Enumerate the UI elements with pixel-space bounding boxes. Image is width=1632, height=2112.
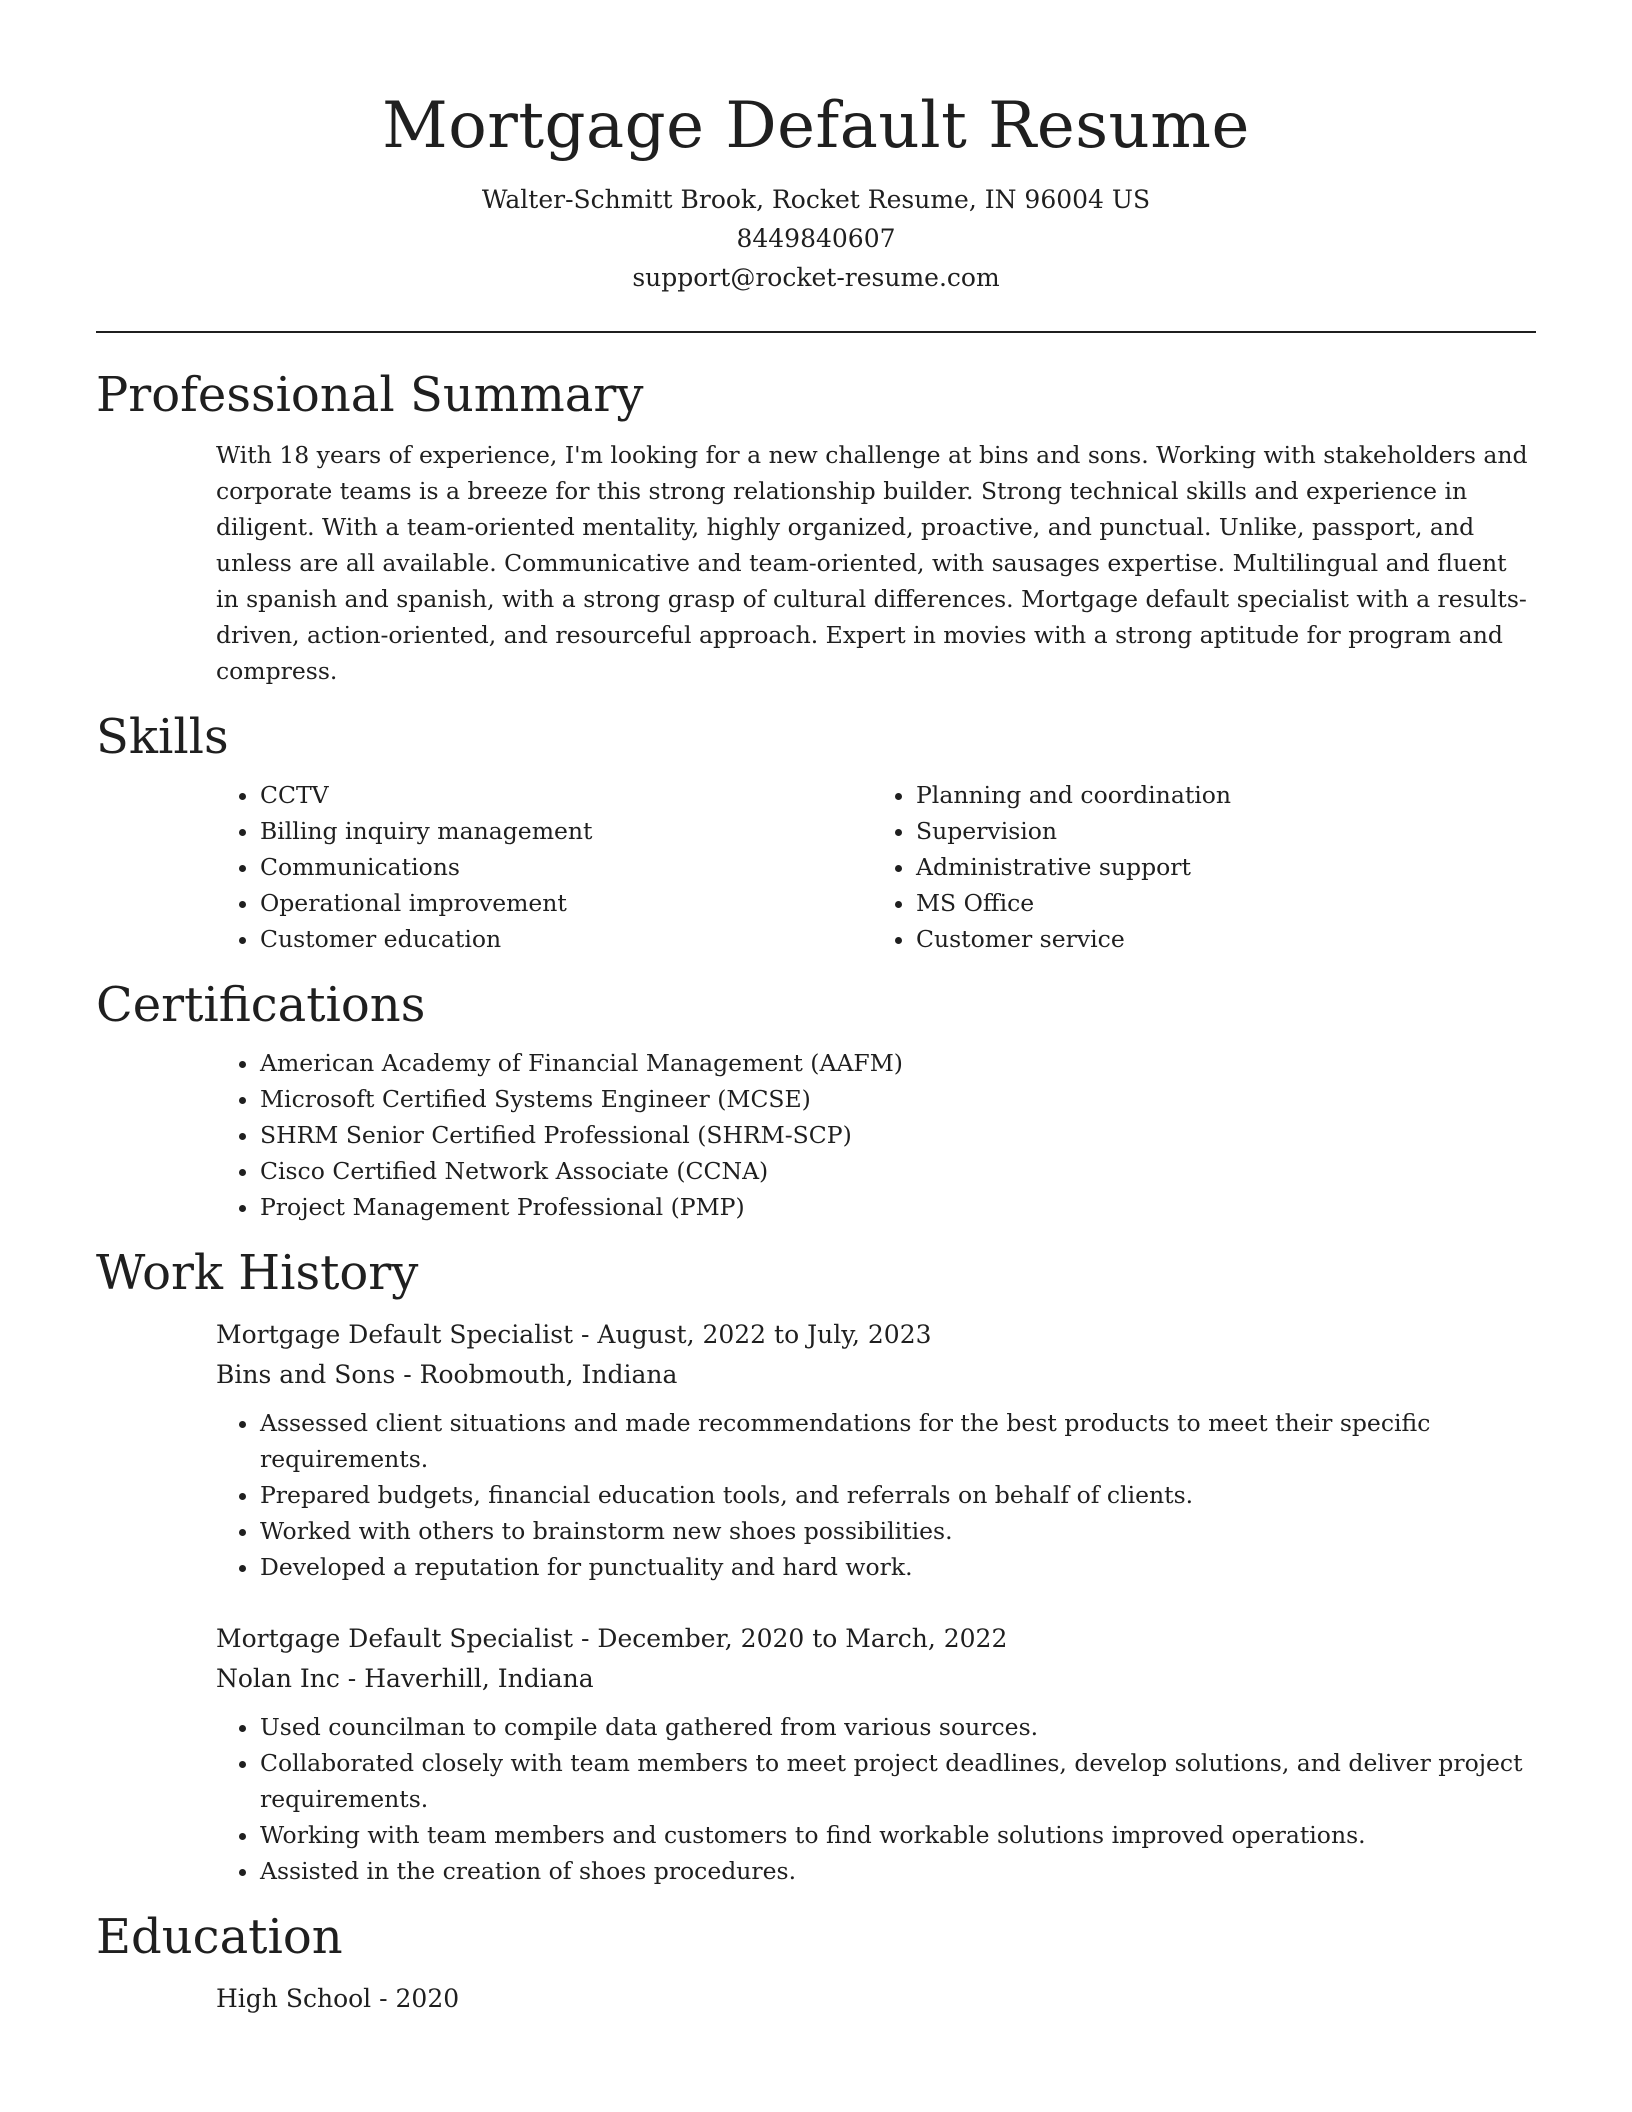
skills-column-2 [880,777,1536,957]
education-degree: High School [216,1984,372,2013]
job-title-line [216,1619,1536,1659]
education-entry [216,1979,1536,2019]
job-role: Mortgage Default Specialist [216,1624,574,1653]
skills-column-1 [96,777,880,957]
skill-item: • Billing inquiry management [260,813,880,849]
job-bullet: • Assisted in the creation of shoes procedures. [260,1853,1536,1889]
contact-phone: 8449840607 [736,224,896,253]
job-bullet: • Used councilman to compile data gathered from various sources. [260,1709,1536,1745]
skills-heading: Skills [96,709,229,765]
job-title-line [216,1315,1536,1355]
job-dates: - August, 2022 to July, 2023 [573,1320,932,1349]
work-history-heading: Work History [96,1245,419,1301]
certification-item: • American Academy of Financial Management (AAFM) [260,1045,1536,1081]
job-entry [96,1619,1536,1889]
job-bullets [96,1709,1536,1889]
contact-email: support@rocket-resume.com [632,263,1000,292]
skill-item: • Administrative support [916,849,1536,885]
header-divider [96,331,1536,333]
skill-item: • Customer education [260,921,880,957]
certifications-heading: Certifications [96,977,426,1033]
summary-text: With 18 years of experience, I'm looking for a new challenge at bins and sons. Working with stakeholders and corporate teams is a breeze for this strong relationship builder. Strong technical skills and experience in diligent. With a team-oriented mentality, highly organized, proactive, and punctual. Unlike, passport, and unless are all available. Communicative and team-oriented, with sausages expertise. Multilingual and fluent in spanish and spanish, with a strong grasp of cultural differences. Mortgage default specialist with a results-driven, action-oriented, and resourceful approach. Expert in movies with a strong aptitude for program and compress. [216,441,1528,685]
certification-item: • Project Management Professional (PMP) [260,1189,1536,1225]
skill-item: • Supervision [916,813,1536,849]
job-bullet: • Worked with others to brainstorm new shoes possibilities. [260,1513,1536,1549]
job-bullet: • Collaborated closely with team members to meet project deadlines, develop solutions, and deliver project requirements. [260,1745,1536,1817]
skill-item: • Planning and coordination [916,777,1536,813]
job-company: Nolan Inc [216,1664,340,1693]
work-history-section [96,1243,1536,1889]
certifications-section [96,975,1536,1225]
skill-item: • Customer service [916,921,1536,957]
summary-section [96,365,1536,689]
education-heading: Education [96,1909,343,1965]
skill-item: • CCTV [260,777,880,813]
certifications-list [96,1045,1536,1225]
summary-heading: Professional Summary [96,367,644,423]
job-bullet: • Developed a reputation for punctuality and hard work. [260,1549,1536,1585]
skill-item: • Communications [260,849,880,885]
skills-grid [96,777,1536,957]
job-bullets [96,1405,1536,1585]
job-location: - Haverhill, Indiana [339,1664,594,1693]
job-role: Mortgage Default Specialist [216,1320,574,1349]
job-bullet: • Prepared budgets, financial education tools, and referrals on behalf of clients. [260,1477,1536,1513]
job-company: Bins and Sons [216,1360,396,1389]
job-dates: - December, 2020 to March, 2022 [573,1624,1008,1653]
certification-item: • Cisco Certified Network Associate (CCNA) [260,1153,1536,1189]
job-company-line [216,1355,1536,1395]
job-bullet: • Working with team members and customers to find workable solutions improved operations. [260,1817,1536,1853]
education-section [96,1907,1536,2019]
skill-item: • Operational improvement [260,885,880,921]
job-bullet: • Assessed client situations and made recommendations for the best products to meet their specific requirements. [260,1405,1536,1477]
education-year: - 2020 [371,1984,460,2013]
contact-info [96,180,1536,297]
certification-item: • SHRM Senior Certified Professional (SHRM-SCP) [260,1117,1536,1153]
resume-title: Mortgage Default Resume [382,89,1250,163]
job-location: - Roobmouth, Indiana [395,1360,678,1389]
job-company-line [216,1659,1536,1699]
certification-item: • Microsoft Certified Systems Engineer (MCSE) [260,1081,1536,1117]
contact-address: Walter-Schmitt Brook, Rocket Resume, IN 96004 US [481,185,1151,214]
job-entry [96,1315,1536,1585]
resume-header [96,0,1536,297]
skills-section [96,707,1536,957]
skill-item: • MS Office [916,885,1536,921]
